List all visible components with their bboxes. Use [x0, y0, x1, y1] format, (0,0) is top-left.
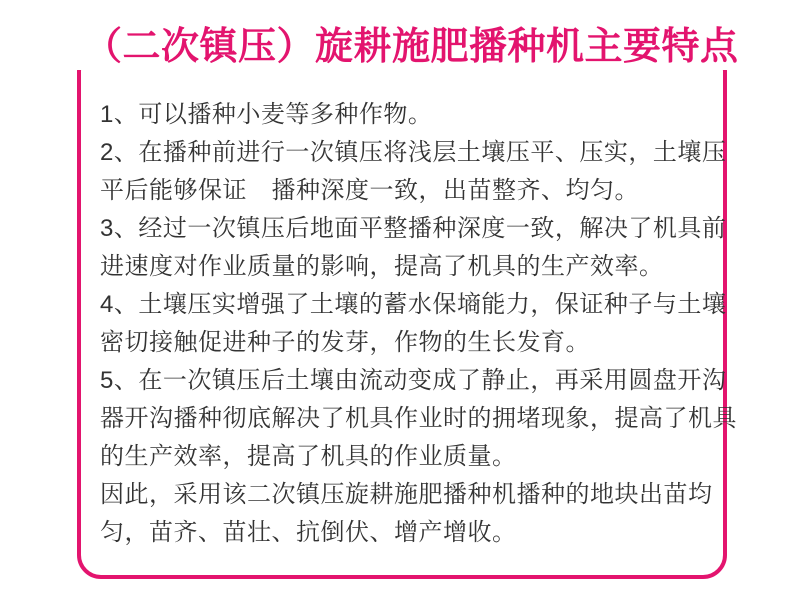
- body-line-4: 3、经过一次镇压后地面平整播种深度一致，解决了机具前: [100, 215, 727, 242]
- body-line-6: 4、土壤压实增强了土壤的蓄水保墒能力，保证种子与土壤: [100, 291, 727, 318]
- body-line-5: 进速度对作业质量的影响，提高了机具的生产效率。: [100, 253, 664, 280]
- body-line-8: 5、在一次镇压后土壤由流动变成了静止，再采用圆盘开沟: [100, 367, 727, 394]
- body-line-12: 匀，苗齐、苗壮、抗倒伏、增产增收。: [100, 519, 517, 546]
- body-line-7: 密切接触促进种子的发芽，作物的生长发育。: [100, 329, 590, 356]
- body-line-1: 1、可以播种小麦等多种作物。: [100, 101, 433, 128]
- body-line-10: 的生产效率，提高了机具的作业质量。: [100, 443, 517, 470]
- title-row: [77, 24, 739, 70]
- body-line-9: 器开沟播种彻底解决了机具作业时的拥堵现象，提高了机具: [100, 405, 737, 432]
- body-line-3: 平后能够保证 播种深度一致，出苗整齐、均匀。: [100, 177, 639, 204]
- body-line-2: 2、在播种前进行一次镇压将浅层土壤压平、压实，土壤压: [100, 139, 727, 166]
- page-title: （二次镇压）旋耕施肥播种机主要特点: [77, 24, 746, 70]
- feature-list: [100, 96, 737, 552]
- body-line-11: 因此，采用该二次镇压旋耕施肥播种机播种的地块出苗均: [100, 481, 713, 508]
